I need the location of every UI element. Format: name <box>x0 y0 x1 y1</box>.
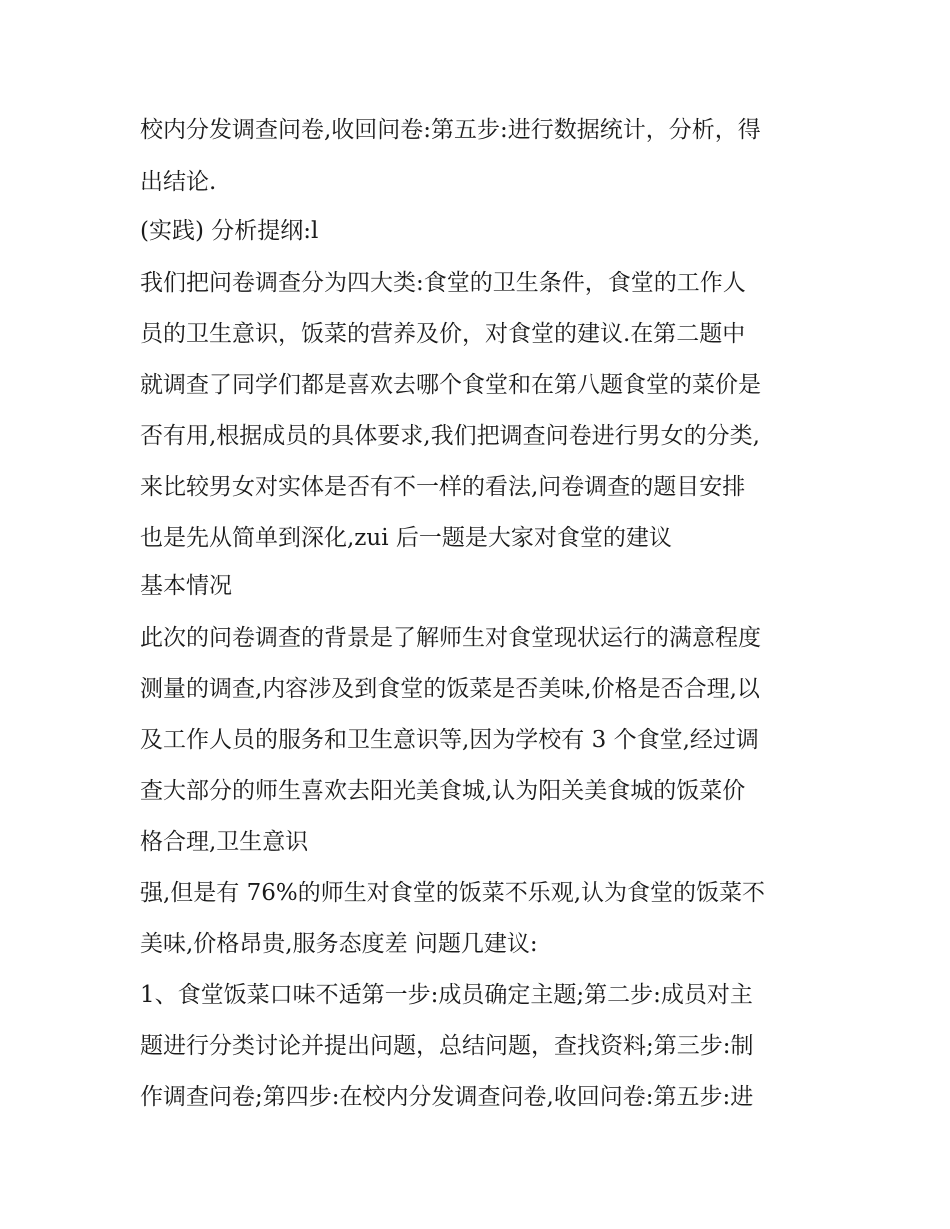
text-line: 及工作人员的服务和卫生意识等,因为学校有 3 个食堂,经过调 <box>140 727 759 753</box>
text-line: 员的卫生意识，饭菜的营养及价，对食堂的建议.在第二题中 <box>140 321 746 347</box>
text-line: 测量的调查,内容涉及到食堂的饭菜是否美味,价格是否合理,以 <box>140 676 760 702</box>
text-line: 也是先从简单到深化,zui 后一题是大家对食堂的建议 <box>140 525 672 551</box>
text-line: 格合理,卫生意识 <box>140 829 309 855</box>
text-line: 题进行分类讨论并提出问题，总结问题，查找资料;第三步:制 <box>140 1033 754 1059</box>
text-line: 作调查问卷;第四步:在校内分发调查问卷,收回问卷:第五步:进 <box>140 1084 754 1110</box>
text-line: 此次的问卷调查的背景是了解师生对食堂现状运行的满意程度 <box>140 625 761 651</box>
text-line: 查大部分的师生喜欢去阳光美食城,认为阳关美食城的饭菜价 <box>140 778 746 804</box>
text-line: 出结论. <box>140 169 217 195</box>
text-line: 强,但是有 76%的师生对食堂的饭菜不乐观,认为食堂的饭菜不 <box>140 880 766 906</box>
list-item: 1、食堂饭菜口味不适第一步:成员确定主题;第二步:成员对主 <box>140 982 753 1008</box>
text-line: (实践) 分析提纲:l <box>140 218 319 244</box>
text-line: 否有用,根据成员的具体要求,我们把调查问卷进行男女的分类, <box>140 423 760 449</box>
text-line: 我们把问卷调查分为四大类:食堂的卫生条件，食堂的工作人 <box>140 270 746 296</box>
text-line: 美味,价格昂贵,服务态度差 问题几建议: <box>140 931 538 957</box>
text-line: 就调查了同学们都是喜欢去哪个食堂和在第八题食堂的菜价是 <box>140 372 761 398</box>
text-line: 来比较男女对实体是否有不一样的看法,问卷调查的题目安排 <box>140 474 746 500</box>
text-line: 校内分发调查问卷,收回问卷:第五步:进行数据统计，分析，得 <box>140 117 761 143</box>
section-heading: 基本情况 <box>140 573 232 599</box>
